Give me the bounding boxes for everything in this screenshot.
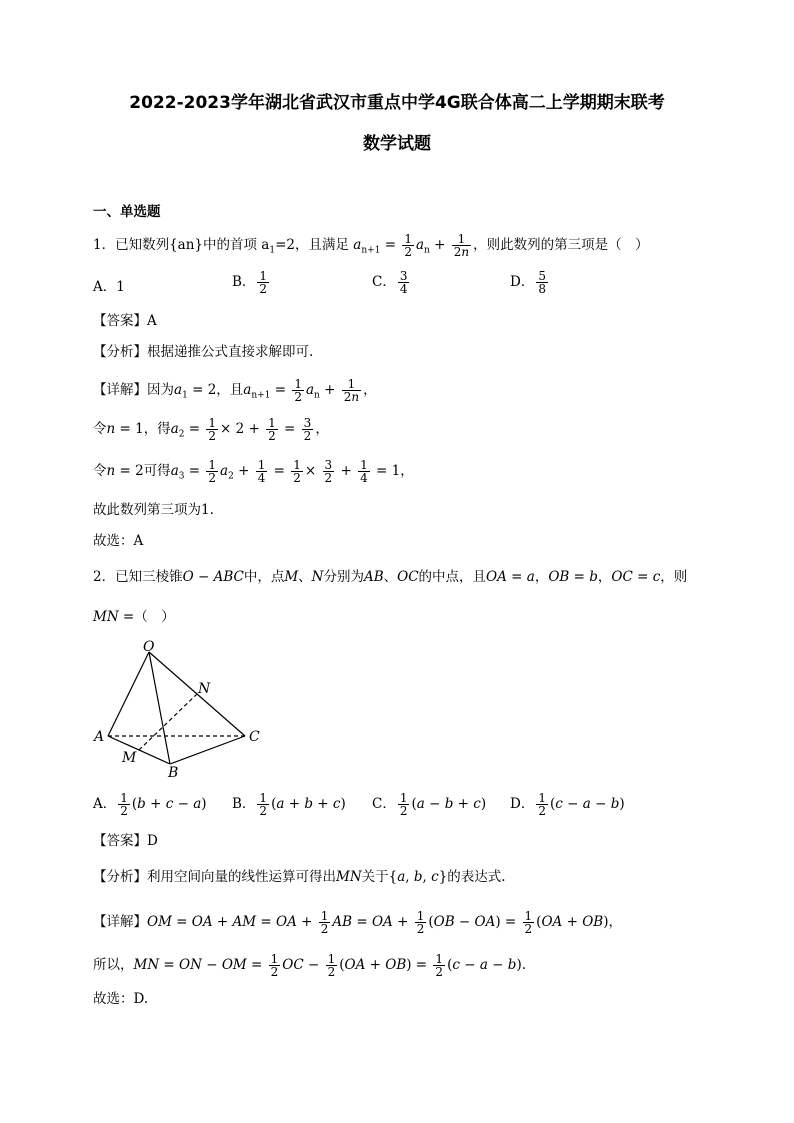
q1-stem-c: ，则此数列的第三项是（ ） [473,237,649,253]
q2-so: 所以，MN = ON − OM = $\frac{1}{2}$ OC − $\frac{1}{2}$ (OA + OB) = $\frac{1}{2}$ (c − a − b). [93,952,526,979]
vertex-n-label: N [198,681,211,697]
q2-option-d: D． $\frac{1}{2}$ (c − a − b) [510,791,625,818]
vertex-o-label: O [143,640,155,655]
page-subtitle: 数学试题 [363,134,431,154]
q2-analysis: 【分析】利用空间向量的线性运算可得出MN关于{a, b, c}的表达式. [93,869,506,885]
q2-answer: 【答案】D [93,833,158,849]
q1-analysis: 【分析】根据递推公式直接求解即可. [93,344,314,360]
q2-option-a: A． $\frac{1}{2}$ (b + c − a) [93,791,207,818]
question-1-stem: 1．已知数列{an}中的首项 $a_1=2$，且满足 $a_{n+1}$ = $\frac{1}{2}$ $a_n$ + $\frac{1}{2n}$ ，则此数列的第三项是（ ） [93,232,649,259]
vertex-b-label: B [168,765,179,780]
section-heading: 一、单选题 [93,204,161,220]
q1-step-2: 令n = 2可得$a_3$ = $\frac{1}{2}$ $a_2$ + $\frac{1}{4}$ = $\frac{1}{2}$ × $\frac{3}{2}$ + $\frac{1}{4}$ = 1， [93,458,414,485]
vertex-m-label: M [122,750,137,766]
q2-detail: 【详解】OM = OA + AM = OA + $\frac{1}{2}$ AB = OA + $\frac{1}{2}$ (OB − OA) = $\frac{1}{2}$ (OA + OB)， [93,909,622,936]
q1-detail: 【详解】因为$a_1 = 2$，且$a_{n+1}$ = $\frac{1}{2}$ $a_n$ + $\frac{1}{2n}$ ， [93,377,377,404]
q1-answer: 【答案】A [93,313,157,329]
q1-option-d: D． $\frac{5}{8}$ [510,269,546,296]
q1-stem-a: 1．已知数列{an}中的首项 a [93,237,270,253]
q2-choose: 故选：D. [93,991,149,1007]
q1-step-1: 令n = 1，得$a_2$ = $\frac{1}{2}$ × 2 + $\frac{1}{2}$ = $\frac{3}{2}$ ， [93,416,329,443]
question-2-stem: 2．已知三棱锥O − ABC中，点M、N分别为AB、OC的中点，且OA = a，OB = b，OC = c，则 [93,569,688,585]
q1-option-a: A．1 [93,279,125,295]
q2-option-c: C． $\frac{1}{2}$ (a − b + c) [372,791,487,818]
page-title: 2022-2023学年湖北省武汉市重点中学4G联合体高二上学期期末联考 [129,93,665,113]
q1-conclusion: 故此数列第三项为1. [93,502,214,518]
question-2-stem-cont: MN =（ ） [93,609,175,625]
q1-stem-b: =2，且满足 [275,237,349,253]
vertex-c-label: C [249,729,260,745]
tetrahedron-figure [90,640,280,780]
q1-option-c: C． $\frac{3}{4}$ [372,269,408,296]
vertex-a-label: A [94,729,105,745]
q1-choose: 故选：A [93,533,144,549]
q2-option-b: B． $\frac{1}{2}$ (a + b + c) [232,791,346,818]
q1-option-b: B． $\frac{1}{2}$ [232,269,268,296]
